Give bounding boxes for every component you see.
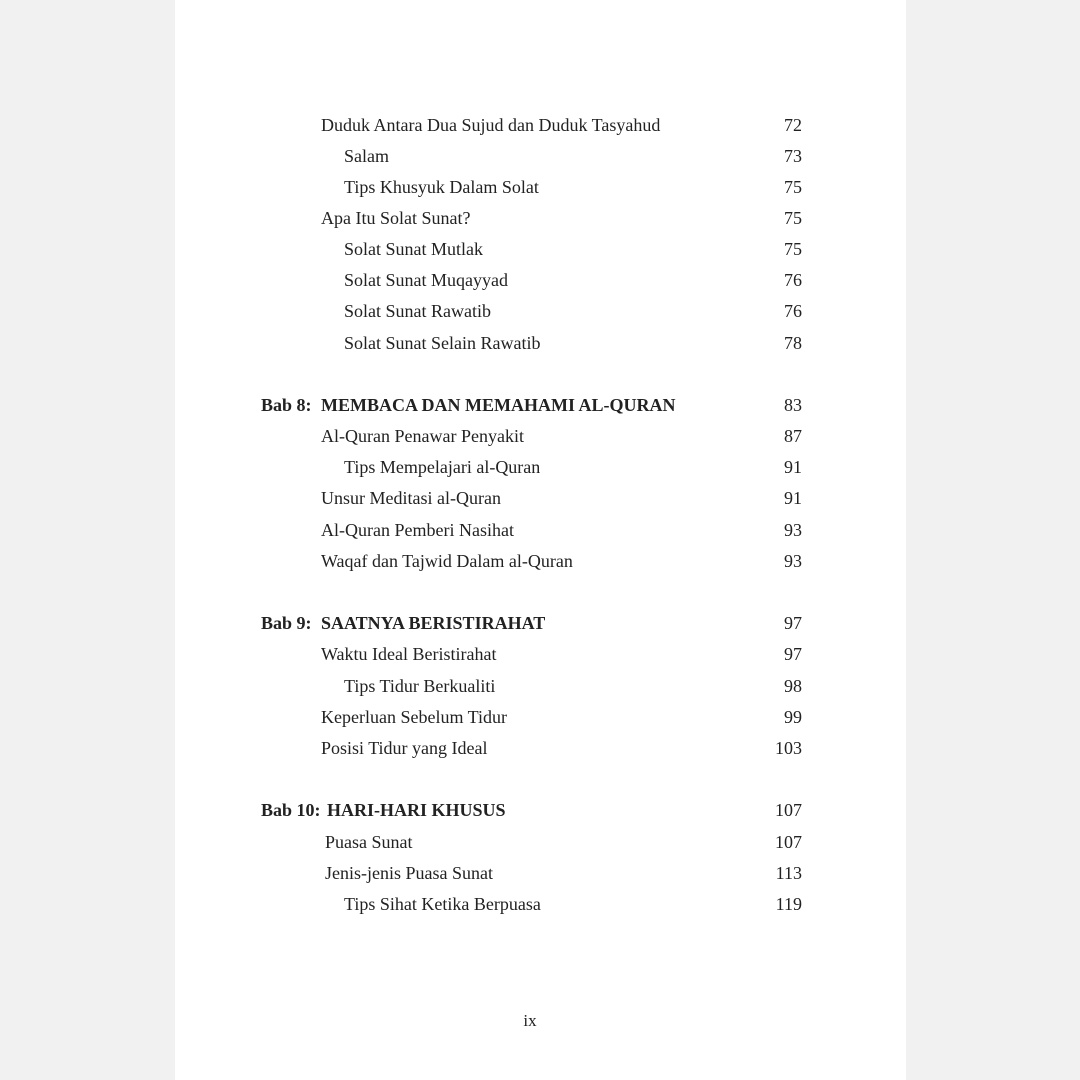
toc-entry-label: Salam xyxy=(344,146,389,166)
toc-entry-page: 97 xyxy=(784,613,802,633)
toc-entry-label: Solat Sunat Selain Rawatib xyxy=(344,333,541,353)
toc-entry-label: Solat Sunat Rawatib xyxy=(344,301,491,321)
toc-entry-page: 93 xyxy=(784,520,802,540)
toc-entry-page: 91 xyxy=(784,457,802,477)
toc-entry-label: Posisi Tidur yang Ideal xyxy=(321,738,488,758)
toc-entry-label: Al-Quran Penawar Penyakit xyxy=(321,426,524,446)
toc-entry-page: 75 xyxy=(784,208,802,228)
toc-entry-page: 76 xyxy=(784,301,802,321)
toc-entry-page: 113 xyxy=(775,863,802,883)
toc-entry-label: Tips Mempelajari al-Quran xyxy=(344,457,541,477)
toc-entry-label: Keperluan Sebelum Tidur xyxy=(321,707,507,727)
toc-entry-page: 103 xyxy=(775,738,802,758)
chapter-number: Bab 9: xyxy=(261,613,312,633)
toc-entry-label: Waktu Ideal Beristirahat xyxy=(321,644,497,664)
toc-entry-label: Unsur Meditasi al-Quran xyxy=(321,488,501,508)
chapter-number: Bab 8: xyxy=(261,395,312,415)
toc-entry-page: 99 xyxy=(784,707,802,727)
toc-entry-label: Solat Sunat Muqayyad xyxy=(344,270,508,290)
toc-entry-page: 98 xyxy=(784,676,802,696)
toc-entry-label: Tips Sihat Ketika Berpuasa xyxy=(344,894,541,914)
toc-entry-page: 107 xyxy=(775,832,802,852)
toc-entry-label: Jenis-jenis Puasa Sunat xyxy=(325,863,493,883)
toc-entry-page: 75 xyxy=(784,177,802,197)
toc-entry-page: 87 xyxy=(784,426,802,446)
chapter-number: Bab 10: xyxy=(261,800,321,820)
toc-entry-page: 91 xyxy=(784,488,802,508)
toc-entry-page: 72 xyxy=(784,115,802,135)
toc-entry-label: Al-Quran Pemberi Nasihat xyxy=(321,520,514,540)
toc-entry-page: 93 xyxy=(784,551,802,571)
toc-entry-label: Duduk Antara Dua Sujud dan Duduk Tasyahud xyxy=(321,115,661,135)
toc-entry-label: Waqaf dan Tajwid Dalam al-Quran xyxy=(321,551,573,571)
toc-entry-page: 73 xyxy=(784,146,802,166)
toc-entry-page: 107 xyxy=(775,800,802,820)
chapter-title: MEMBACA DAN MEMAHAMI AL-QURAN xyxy=(321,395,676,415)
toc-entry-label: Apa Itu Solat Sunat? xyxy=(321,208,471,228)
toc-entry-page: 76 xyxy=(784,270,802,290)
toc-entry-page: 97 xyxy=(784,644,802,664)
toc-entry-page: 75 xyxy=(784,239,802,259)
toc-entry-label: Puasa Sunat xyxy=(325,832,413,852)
toc-entry-page: 83 xyxy=(784,395,802,415)
chapter-title: SAATNYA BERISTIRAHAT xyxy=(321,613,546,633)
toc-entry-page: 78 xyxy=(784,333,802,353)
page-number: ix xyxy=(523,1011,537,1030)
toc-entry-page: 119 xyxy=(775,894,802,914)
toc-entry-label: Solat Sunat Mutlak xyxy=(344,239,483,259)
chapter-title: HARI-HARI KHUSUS xyxy=(327,800,506,820)
toc-entry-label: Tips Tidur Berkualiti xyxy=(344,676,496,696)
toc-entry-label: Tips Khusyuk Dalam Solat xyxy=(344,177,539,197)
